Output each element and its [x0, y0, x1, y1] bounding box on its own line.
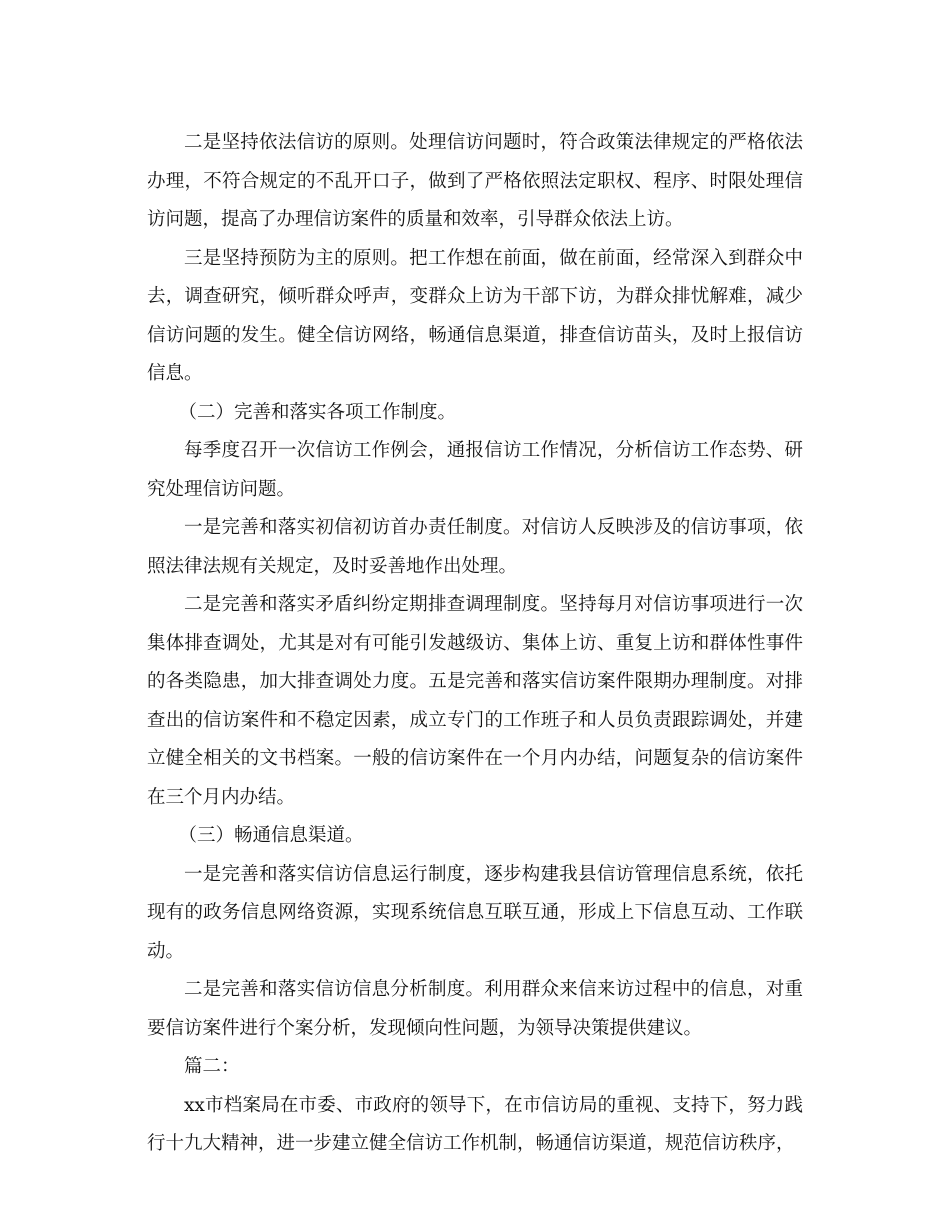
- section-heading-part-two: 篇二：: [184, 1056, 240, 1077]
- document-body: [147, 124, 803, 1164]
- paragraph-archives-bureau: xx市档案局在市委、市政府的领导下，在市信访局的重视、支持下，努力践行十九大精神，进一步建立健全信访工作机制，畅通信访渠道，规范信访秩序，: [147, 1094, 803, 1154]
- paragraph-principle-law: 二是坚持依法信访的原则。处理信访问题时，符合政策法律规定的严格依法办理，不符合规定的不乱开口子，做到了严格依照法定职权、程序、时限处理信访问题，提高了办理信访案件的质量和效率，引导群众依法上访。: [147, 132, 803, 230]
- paragraph-first-visit-responsibility: 一是完善和落实初信初访首办责任制度。对信访人反映涉及的信访事项，依照法律法规有关规定，及时妥善地作出处理。: [147, 517, 803, 577]
- paragraph-quarterly-meeting: 每季度召开一次信访工作例会，通报信访工作情况，分析信访工作态势、研究处理信访问题。: [147, 440, 803, 500]
- section-heading-work-system: （二）完善和落实各项工作制度。: [178, 401, 456, 423]
- paragraph-info-operation: 一是完善和落实信访信息运行制度，逐步构建我县信访管理信息系统，依托现有的政务信息网络资源，实现系统信息互联互通，形成上下信息互动、工作联动。: [147, 863, 803, 962]
- paragraph-info-analysis: 二是完善和落实信访信息分析制度。利用群众来信来访过程中的信息，对重要信访案件进行个案分析，发现倾向性问题，为领导决策提供建议。: [147, 979, 803, 1039]
- section-heading-info-channels: （三）畅通信息渠道。: [178, 825, 364, 846]
- paragraph-dispute-screening: 二是完善和落实矛盾纠纷定期排查调理制度。坚持每月对信访事项进行一次集体排查调处，尤其是对有可能引发越级访、集体上访、重复上访和群体性事件的各类隐患，加大排查调处力度。五是完善和落实信访案件限期办理制度。对排查出的信访案件和不稳定因素，成立专门的工作班子和人员负责跟踪调处，并建立健全相关的文书档案。一般的信访案件在一个月内办结，问题复杂的信访案件在三个月内办结。: [147, 594, 803, 808]
- paragraph-principle-prevention: 三是坚持预防为主的原则。把工作想在前面，做在前面，经常深入到群众中去，调查研究，倾听群众呼声，变群众上访为干部下访，为群众排忧解难，减少信访问题的发生。健全信访网络，畅通信息渠道，排查信访苗头，及时上报信访信息。: [147, 247, 803, 384]
